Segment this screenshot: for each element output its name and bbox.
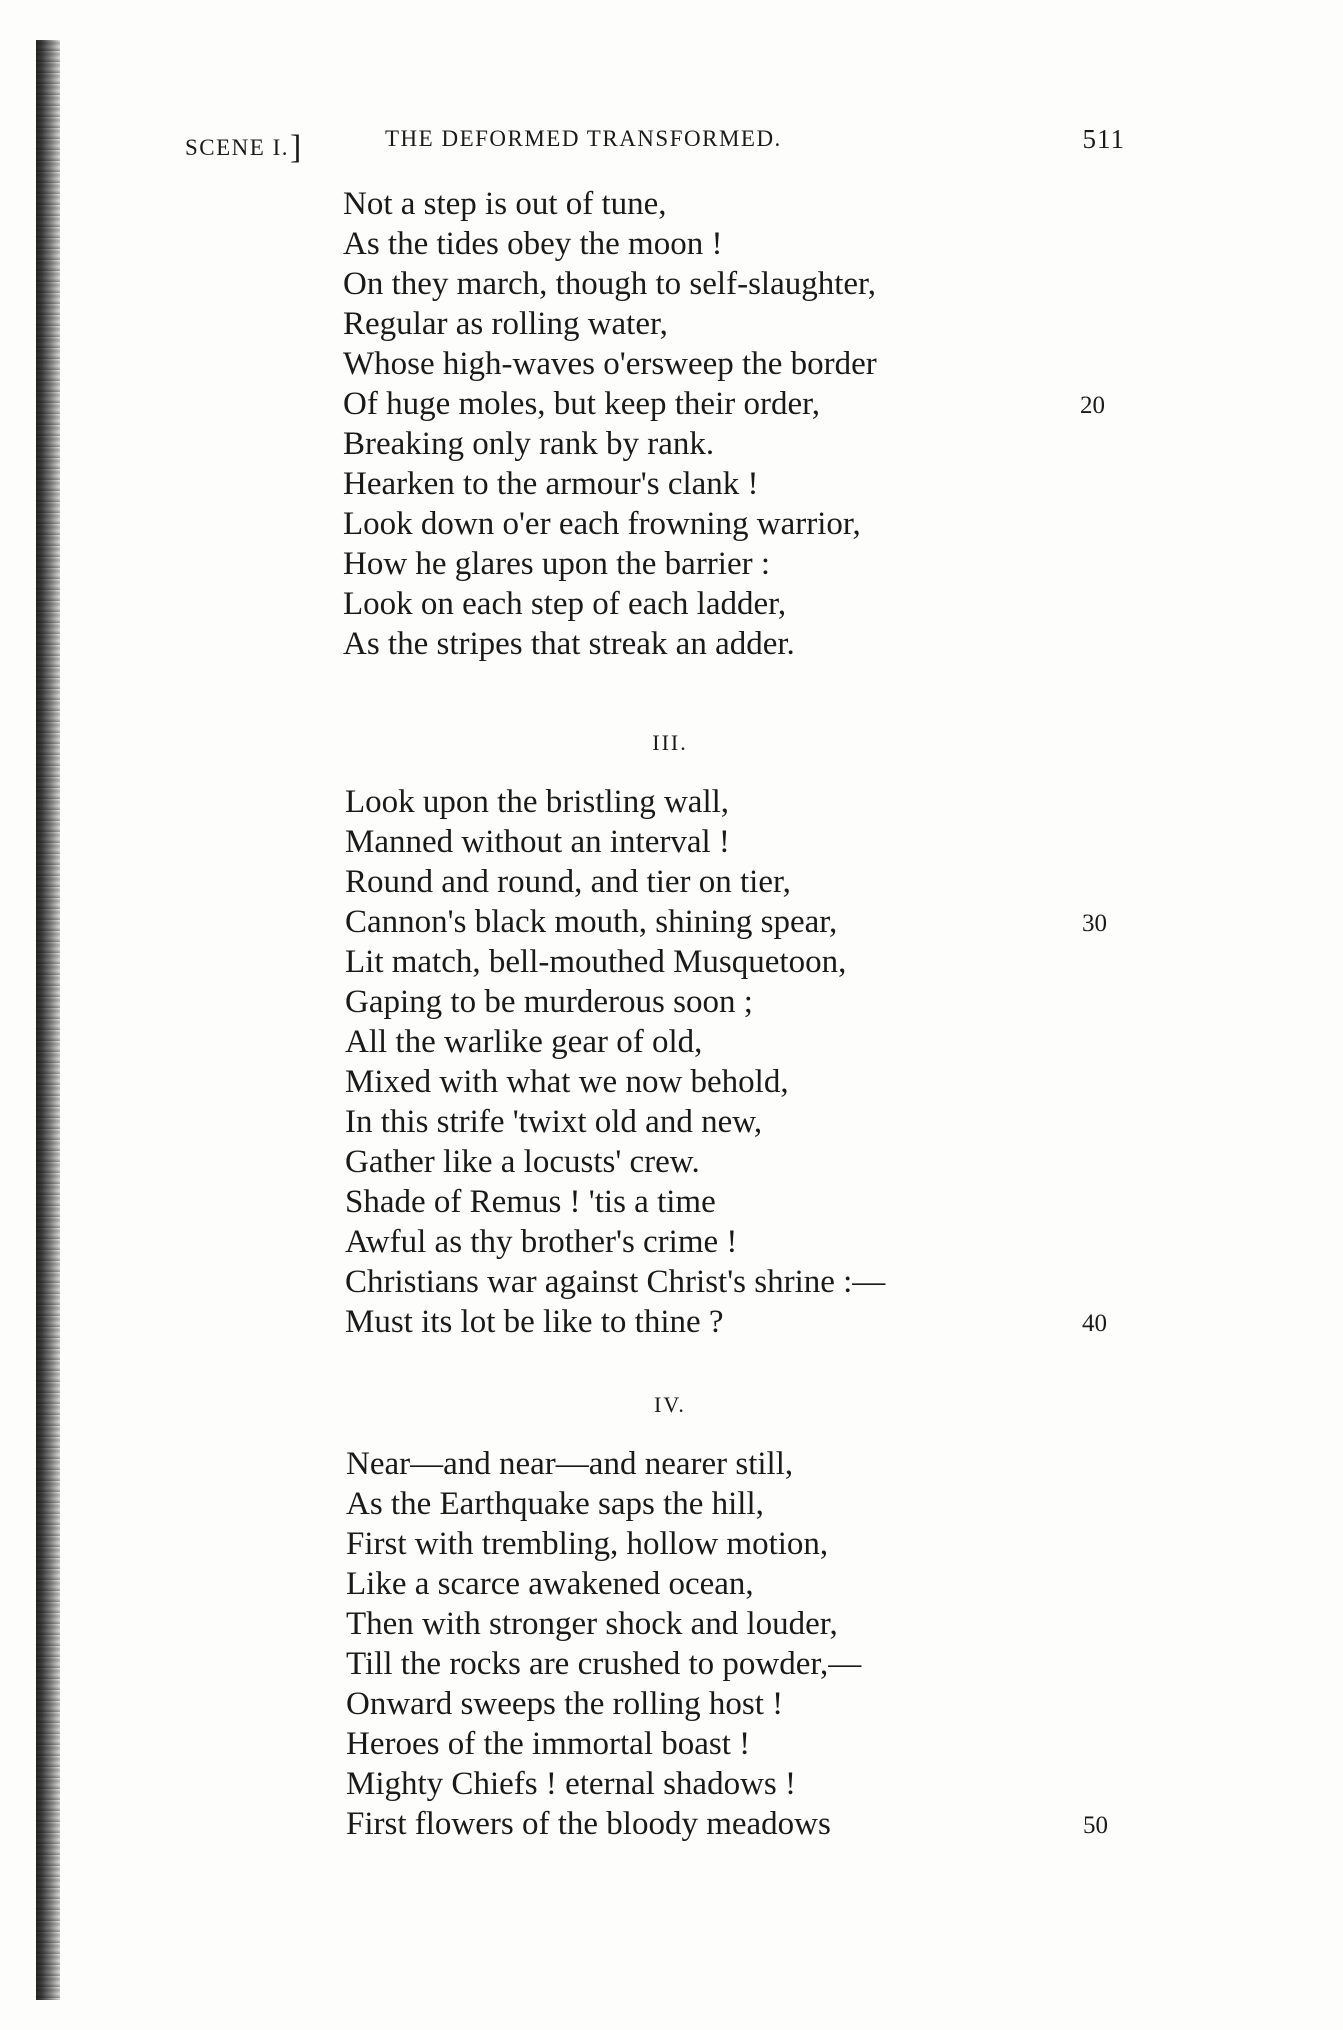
verse-line-numbered xyxy=(343,384,1123,424)
line-number: 30 xyxy=(1082,910,1107,937)
verse-line: Gaping to be murderous soon ; xyxy=(345,984,753,1020)
line-number: 20 xyxy=(1080,392,1105,419)
verse-line: Round and round, and tier on tier, xyxy=(345,864,791,900)
verse-line: All the warlike gear of old, xyxy=(345,1024,703,1060)
page-number: 511 xyxy=(1082,124,1125,154)
verse-text: First flowers of the bloody meadows xyxy=(346,1806,831,1842)
verse-line: In this strife 'twixt old and new, xyxy=(345,1104,763,1140)
verse-line: Near—and near—and nearer still, xyxy=(346,1446,794,1482)
verse-line: Till the rocks are crushed to powder,— xyxy=(346,1646,862,1682)
verse-line: First with trembling, hollow motion, xyxy=(346,1526,829,1562)
stanza-3 xyxy=(345,782,1125,1342)
verse-line: Christians war against Christ's shrine :— xyxy=(345,1264,886,1300)
page-binding-shadow xyxy=(36,40,60,2000)
verse-text: Of huge moles, but keep their order, xyxy=(343,386,821,422)
verse-line: As the stripes that streak an adder. xyxy=(343,626,795,662)
verse-line-numbered xyxy=(345,902,1125,942)
verse-line: Heroes of the immortal boast ! xyxy=(346,1726,751,1762)
verse-line: On they march, though to self-slaughter, xyxy=(343,266,876,302)
verse-line: Onward sweeps the rolling host ! xyxy=(346,1686,784,1722)
verse-line: Mighty Chiefs ! eternal shadows ! xyxy=(346,1766,796,1802)
stanza-2 xyxy=(343,184,1123,664)
verse-line: Breaking only rank by rank. xyxy=(343,426,715,462)
verse-line: Like a scarce awakened ocean, xyxy=(346,1566,754,1602)
verse-line: Then with stronger shock and louder, xyxy=(346,1606,838,1642)
line-number: 40 xyxy=(1082,1310,1107,1337)
scene-label: SCENE I.] xyxy=(185,129,303,166)
verse-text: Cannon's black mouth, shining spear, xyxy=(345,904,838,940)
verse-line: Look on each step of each ladder, xyxy=(343,586,787,622)
verse-text: Must its lot be like to thine ? xyxy=(345,1304,724,1340)
verse-line: Regular as rolling water, xyxy=(343,306,668,342)
running-title: THE DEFORMED TRANSFORMED. xyxy=(385,126,782,151)
line-number: 50 xyxy=(1083,1812,1108,1839)
stanza-4 xyxy=(346,1444,1126,1844)
stanza-numeral-3: III. xyxy=(652,730,688,755)
verse-line: Gather like a locusts' crew. xyxy=(345,1144,700,1180)
verse-line: How he glares upon the barrier : xyxy=(343,546,771,582)
stanza-numeral-4: IV. xyxy=(654,1392,686,1417)
verse-line: Not a step is out of tune, xyxy=(343,186,667,222)
verse-line: As the Earthquake saps the hill, xyxy=(346,1486,764,1522)
verse-line: Look down o'er each frowning warrior, xyxy=(343,506,861,542)
verse-line: Look upon the bristling wall, xyxy=(345,784,730,820)
verse-line: Lit match, bell-mouthed Musquetoon, xyxy=(345,944,847,980)
verse-line: Mixed with what we now behold, xyxy=(345,1064,789,1100)
verse-line: As the tides obey the moon ! xyxy=(343,226,723,262)
verse-line: Manned without an interval ! xyxy=(345,824,730,860)
verse-line: Shade of Remus ! 'tis a time xyxy=(345,1184,716,1220)
verse-line: Hearken to the armour's clank ! xyxy=(343,466,759,502)
verse-line: Awful as thy brother's crime ! xyxy=(345,1224,738,1260)
verse-line-numbered xyxy=(345,1302,1125,1342)
verse-line-numbered xyxy=(346,1804,1126,1844)
verse-line: Whose high-waves o'ersweep the border xyxy=(343,346,877,382)
running-header xyxy=(185,118,1125,166)
